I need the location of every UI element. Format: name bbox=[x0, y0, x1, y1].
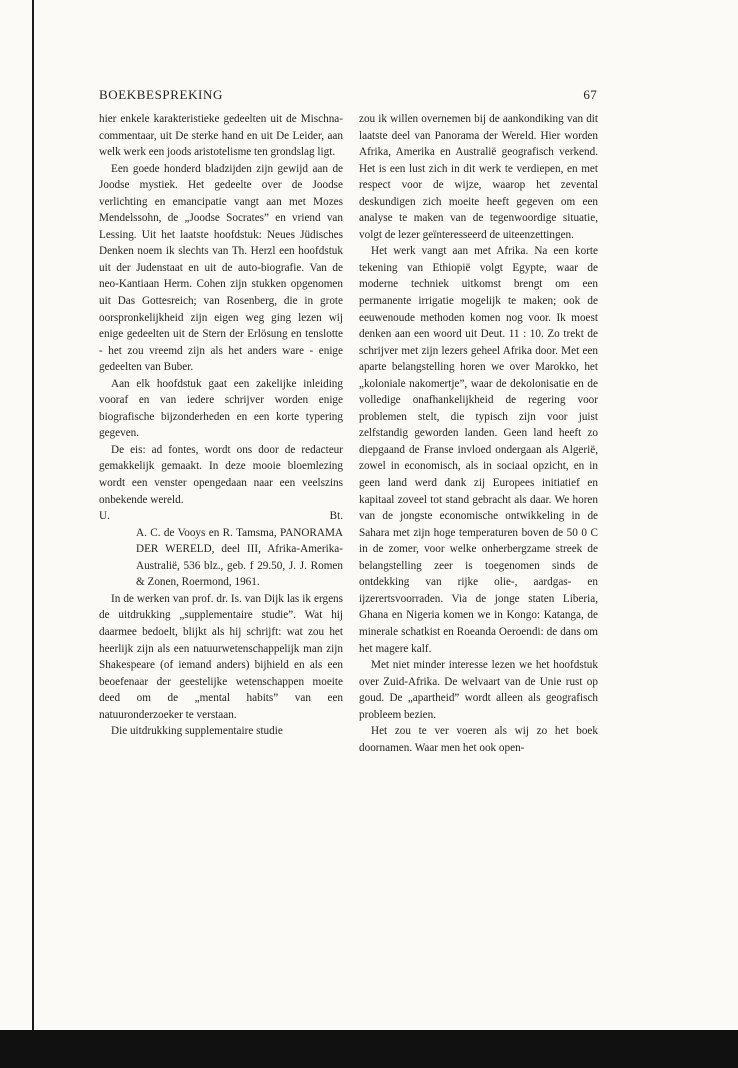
running-head bbox=[99, 87, 597, 103]
signature-author: Bt. bbox=[329, 510, 343, 523]
paragraph: Een goede honderd bladzijden zijn gewijd aan de Joodse mystiek. Het gedeelte over de Joodse verlichting en emancipatie vangt aan met Mozes Mendelssohn, de „Joodse Socrates” en vriend van Lessing. Uit het laatste hoofdstuk: Neues Jüdisches Denken noem ik slechts van Th. Herzl een hoofdstuk uit der Judenstaat en uit de auto-biografie. Van de neo-Kantiaan Herm. Cohen zijn stukken opgenomen uit Das Gottesreich; van Rosenberg, die in grote oorspronkelijkheid zijn eigen weg ging lezen wij enige gedeelten uit de Stern der Erlösung en tenslotte - het zou vreemd zijn als het anders ware - enige gedeelten van Buber. bbox=[99, 162, 343, 374]
paragraph: Het werk vangt aan met Afrika. Na een korte tekening van Ethiopië volgt Egypte, waar de moderne techniek uitkomst brengt om een permanente irrigatie mogelijk te maken; ook de eeuwenoude methoden komen nog voor. Ik moest denken aan een woord uit Deut. 11 : 10. Zo trekt de schrijver met zijn lezers geheel Afrika door. Met een aparte belangstelling horen we over Marokko, het „koloniale nakomertje”, waar de dekolonisatie en de volledige onafhankelijkheid de regering voor problemen stelt, die typisch zijn voor juist zelfstandig geworden landen. Geen land heeft zo diepgaand de Franse invloed ondergaan als Algerië, zowel in economisch, als in sociaal opzicht, en in geen land werd dank zij Europees initiatief en kapitaal zoveel tot stand gebracht als daar. We horen van de jongste economische ontwikkeling in de Sahara met zijn hoge temperaturen boven de 50 0 C in de zomer, voor welke onherbergzame streek de belangstelling zeer is toegenomen sinds de ontdekking van rijke olie-, aardgas- en ijzerertsvoorraden. Via de jonge staten Liberia, Ghana en Nigeria komen we in Kongo: Katanga, de minerale schatkist en Roeanda Oeroendi: de dans om het magere kalf. bbox=[359, 245, 598, 655]
paragraph: Het zou te ver voeren als wij zo het boek doornamen. Waar men het ook open- bbox=[359, 725, 598, 754]
running-head-title: BOEKBESPREKING bbox=[99, 87, 223, 102]
review-signature bbox=[99, 508, 343, 525]
paragraph: Die uitdrukking supplementaire studie bbox=[111, 725, 283, 738]
left-column bbox=[99, 111, 343, 740]
paragraph: In de werken van prof. dr. Is. van Dijk las ik ergens de uitdrukking „supplementaire studie”. Wat hij daarmee bedoelt, blijkt als hij schrijft: wat zou het heerlijk zijn als een natuurwetenschappelijk man zijn Shakespeare (of iemand anders) bijhield en als een beoefenaar der geestelijke wetenschappen moeite deed om de „mental habits” van een natuuronderzoeker te verstaan. bbox=[99, 592, 343, 721]
book-citation: A. C. de Vooys en R. Tamsma, PANORAMA DER WERELD, deel III, Afrika-Amerika-Australië, 536 blz., geb. f 29.50, J. J. Romen & Zonen, Roermond, 1961. bbox=[136, 526, 343, 589]
paragraph: De eis: ad fontes, wordt ons door de redacteur gemakkelijk gemaakt. In deze mooie bloemlezing wordt een venster opengedaan naar een veelszins onbekende wereld. bbox=[99, 443, 343, 506]
page-edge-bottom bbox=[0, 1030, 738, 1068]
page-edge-left bbox=[32, 0, 34, 1030]
paragraph: zou ik willen overnemen bij de aankondiking van dit laatste deel van Panorama der Wereld. Hier worden Afrika, Amerika en Australië geografisch verkend. Het is een lust zich in dit werk te verdiepen, en met respect voor de wijze, waarop het zevental deskundigen zich moeite heeft gegeven om een analyse te maken van de tegenwoordige situatie, volgt de lezer geïnteresseerd de uiteenzettingen. bbox=[359, 113, 598, 241]
paragraph: hier enkele karakteristieke gedeelten uit de Mischna-commentaar, uit De sterke hand en uit De Leider, aan welk werk een joods aristotelisme ten grondslag ligt. bbox=[99, 113, 343, 159]
paragraph: Aan elk hoofdstuk gaat een zakelijke inleiding vooraf en van iedere schrijver worden enige biografische bijzonderheden en een korte typering gegeven. bbox=[99, 377, 343, 440]
right-column bbox=[359, 111, 598, 756]
paragraph: Met niet minder interesse lezen we het hoofdstuk over Zuid-Afrika. De welvaart van de Unie rust op goud. De „apartheid” wordt alleen als geografisch probleem bezien. bbox=[359, 659, 598, 721]
signature-initial: U. bbox=[99, 510, 110, 523]
page-number: 67 bbox=[583, 87, 597, 102]
